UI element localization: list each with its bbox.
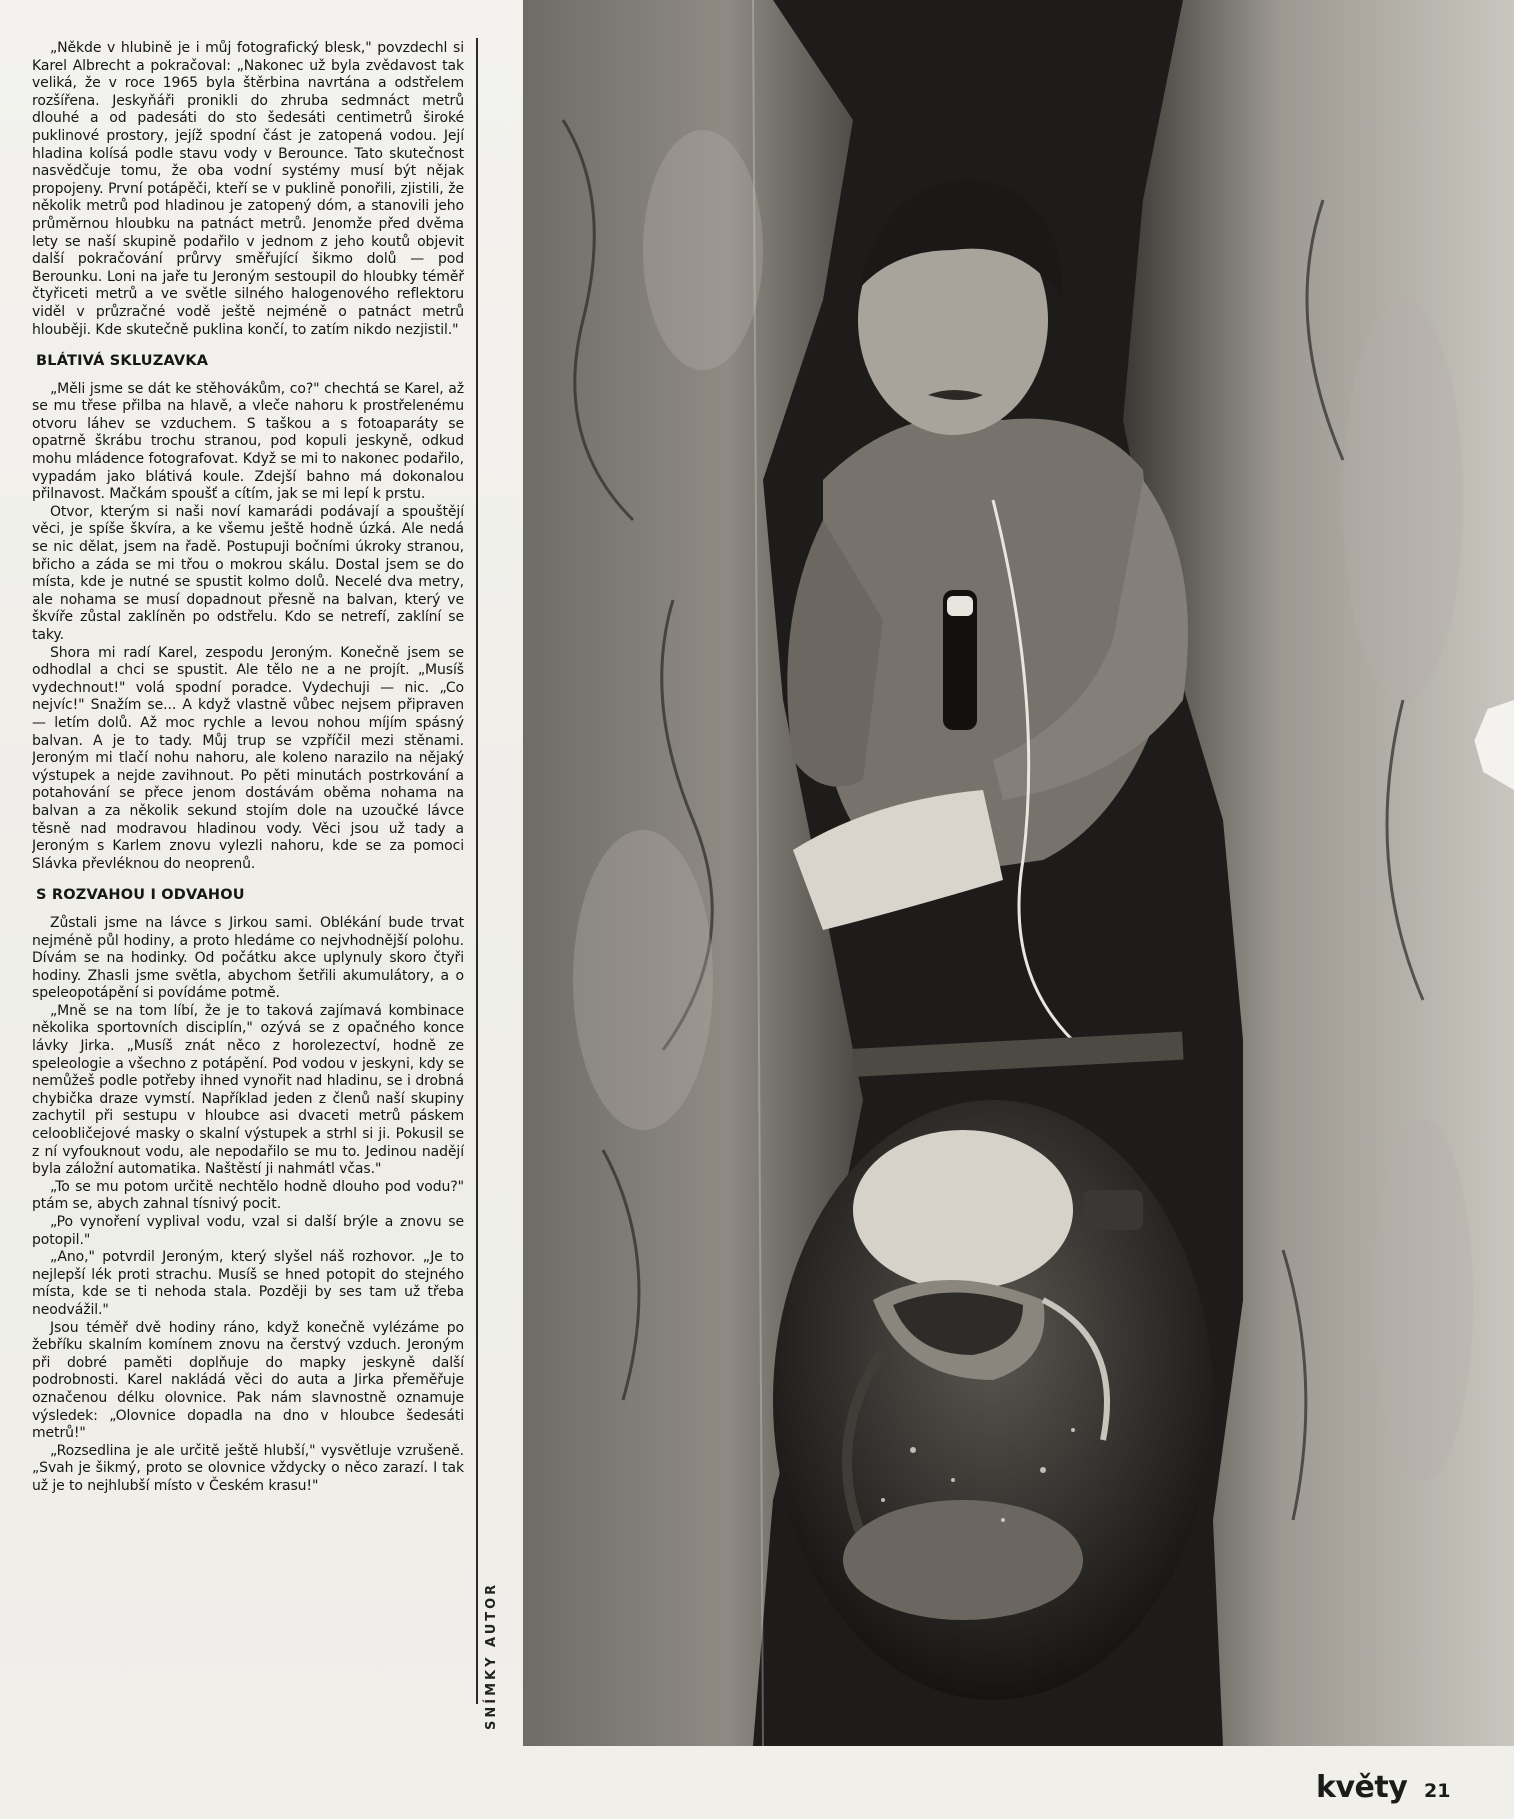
article-paragraph: „Rozsedlina je ale určitě ještě hlubší," vysvětluje vzrušeně. „Svah je šikmý, proto se olovnice vždycky o něco zarazí. I tak už je to nejhlubší místo v Českém krasu!": [32, 1442, 464, 1494]
section-heading: BLÁTIVÁ SKLUZAVKA: [36, 353, 209, 370]
section-heading: S ROZVAHOU I ODVAHOU: [36, 887, 245, 904]
article-paragraph: „To se mu potom určitě nechtělo hodně dlouho pod vodu?" ptám se, abych zahnal tísnivý pocit.: [32, 1178, 464, 1213]
article-paragraph: Jsou téměř dvě hodiny ráno, když konečně vylézáme po žebříku skalním komínem znovu na čerstvý vzduch. Jeroným při dobré paměti doplňuje do mapky jeskyně další podrobnosti. Karel nakládá věci do auta a Jirka přeměřuje označenou délku olovnice. Pak nám slavnostně oznamuje výsledek: „Olovnice dopadla na dno v hloubce šedesáti metrů!": [32, 1319, 464, 1442]
magazine-logo: květy: [1316, 1770, 1408, 1805]
article-paragraph: „Měli jsme se dát ke stěhovákům, co?" chechtá se Karel, až se mu třese přilba na hlavě, a vleče nahoru k prostřelenému otvoru láhev se vzduchem. S taškou a s fotoaparáty se opatrně škrábu trochu stranou, pod kopuli jeskyně, odkud mohu mládence fotografovat. Když se mi to nakonec podařilo, vypadám jako blátivá koule. Zdejší bahno má dokonalou přilnavost. Mačkám spoušť a cítím, jak se mi lepí k prstu.: [32, 380, 464, 503]
cave-photograph-illustration: [523, 0, 1514, 1746]
article-paragraph: „Někde v hlubině je i můj fotografický blesk," povzdechl si Karel Albrecht a pokračoval: „Nakonec už byla zvědavost tak veliká, že v roce 1965 byla štěrbina navrtána a odstřelem rozšířena. Jeskyňáři pronikli do zhruba sedmnáct metrů dlouhé a od padesáti do sto šedesáti centimetrů široké puklinové prostory, jejíž spodní část je zatopená vodou. Její hladina kolísá podle stavu vody v Berounce. Tato skutečnost nasvědčuje tomu, že oba vodní systémy musí být nějak propojeny. První potápěči, kteří se v puklině ponořili, zjistili, že několik metrů pod hladinou je zatopený dóm, a stanovili jeho průměrnou hloubku na patnáct metrů. Jenomže před dvěma lety se naší skupině podařilo v jednom z jeho koutů objevit další pokračování průrvy směřující šikmo dolů — pod Berounku. Loni na jaře tu Jeroným sestoupil do hloubky téměř čtyřiceti metrů a ve světle silného halogenového reflektoru viděl v průzračné vodě ještě nejméně o patnáct metrů hlouběji. Kde skutečně puklina končí, to zatím nikdo nezjistil.": [32, 40, 464, 338]
page-number: 21: [1424, 1780, 1451, 1802]
diver-figure: [773, 1100, 1213, 1700]
article-paragraph: Otvor, kterým si naši noví kamarádi podávají a spouštějí věci, je spíše škvíra, a ke všemu ještě hodně úzká. Ale nedá se nic dělat, jsem na řadě. Postupuji bočními úkroky stranou, břicho a záda se mi třou o mokrou skálu. Dostal jsem se do místa, kde je nutné se spustit kolmo dolů. Necelé dva metry, ale nohama se musí dopadnout přesně na balvan, který ve škvíře zůstal zaklíněn po odstřelu. Kdo se netrefí, zaklíní se taky.: [32, 503, 464, 643]
article-paragraph: „Po vynoření vyplival vodu, vzal si další brýle a znovu se potopil.": [32, 1214, 464, 1248]
article-paragraph: „Ano," potvrdil Jeroným, který slyšel náš rozhovor. „Je to nejlepší lék proti strachu. Musíš se hned potopit do stejného místa, kde se ti nehoda stala. Později by ses tam už třeba neodvážil.": [32, 1249, 464, 1318]
article-paragraph: Shora mi radí Karel, zespodu Jeroným. Konečně jsem se odhodlal a chci se spustit. Ale tělo ne a ne projít. „Musíš vydechnout!" volá spodní poradce. Vydechuji — nic. „Co nejvíc!" Snažím se... A když vlastně vůbec nejsem připraven — letím dolů. Až moc rychle a levou nohou míjím spásný balvan. A je to tady. Můj trup se vzpříčil mezi stěnami. Jeroným mi tlačí nohu nahoru, ale koleno narazilo na nějaký výstupek a nejde zavihnout. Po pěti minutách postrkování a potahování se přece jenom dostávám oběma nohama na balvan a za několik sekund stojím dole na uzoučké lávce těsně nad modravou hladinou vody. Věci jsou už tady a Jeroným s Karlem znovu vylezli nahoru, kde se za pomoci Slávka převléknou do neoprenů.: [32, 644, 464, 872]
photo-credit: SNÍMKY AUTOR: [484, 1581, 499, 1730]
article-paragraph: „Mně se na tom líbí, že je to taková zajímavá kombinace několika sportovních disciplín," ozývá se z opačného konce lávky Jirka. „Musíš znát něco z horolezectví, hodně ze speleologie a všechno z potápění. Pod vodou v jeskyni, kdy se nemůžeš podle potřeby ihned vynořit nad hladinu, se i drobná chybička draze vymstí. Například jeden z členů naší skupiny zachytil při sestupu v hloubce asi dvaceti metrů páskem celoobličejové masky o skalní výstupek a strhl si ji. Pokusil se z ní vyfouknout vodu, ale nepodařilo se mu to. Jedinou nadějí byla záložní automatika. Naštěstí ji nahmátl včas.": [32, 1002, 464, 1178]
article-paragraph: Zůstali jsme na lávce s Jirkou sami. Oblékání bude trvat nejméně půl hodiny, a proto hledáme co nejvhodnější polohu. Dívám se na hodinky. Od počátku akce uplynuly skoro čtyři hodiny. Zhasli jsme světla, abychom šetřili akumulátory, a o speleopotápění si povídáme potmě.: [32, 914, 464, 1002]
article-text-column: [32, 40, 464, 1732]
column-divider: [476, 38, 478, 1704]
cave-photograph: [523, 0, 1514, 1746]
